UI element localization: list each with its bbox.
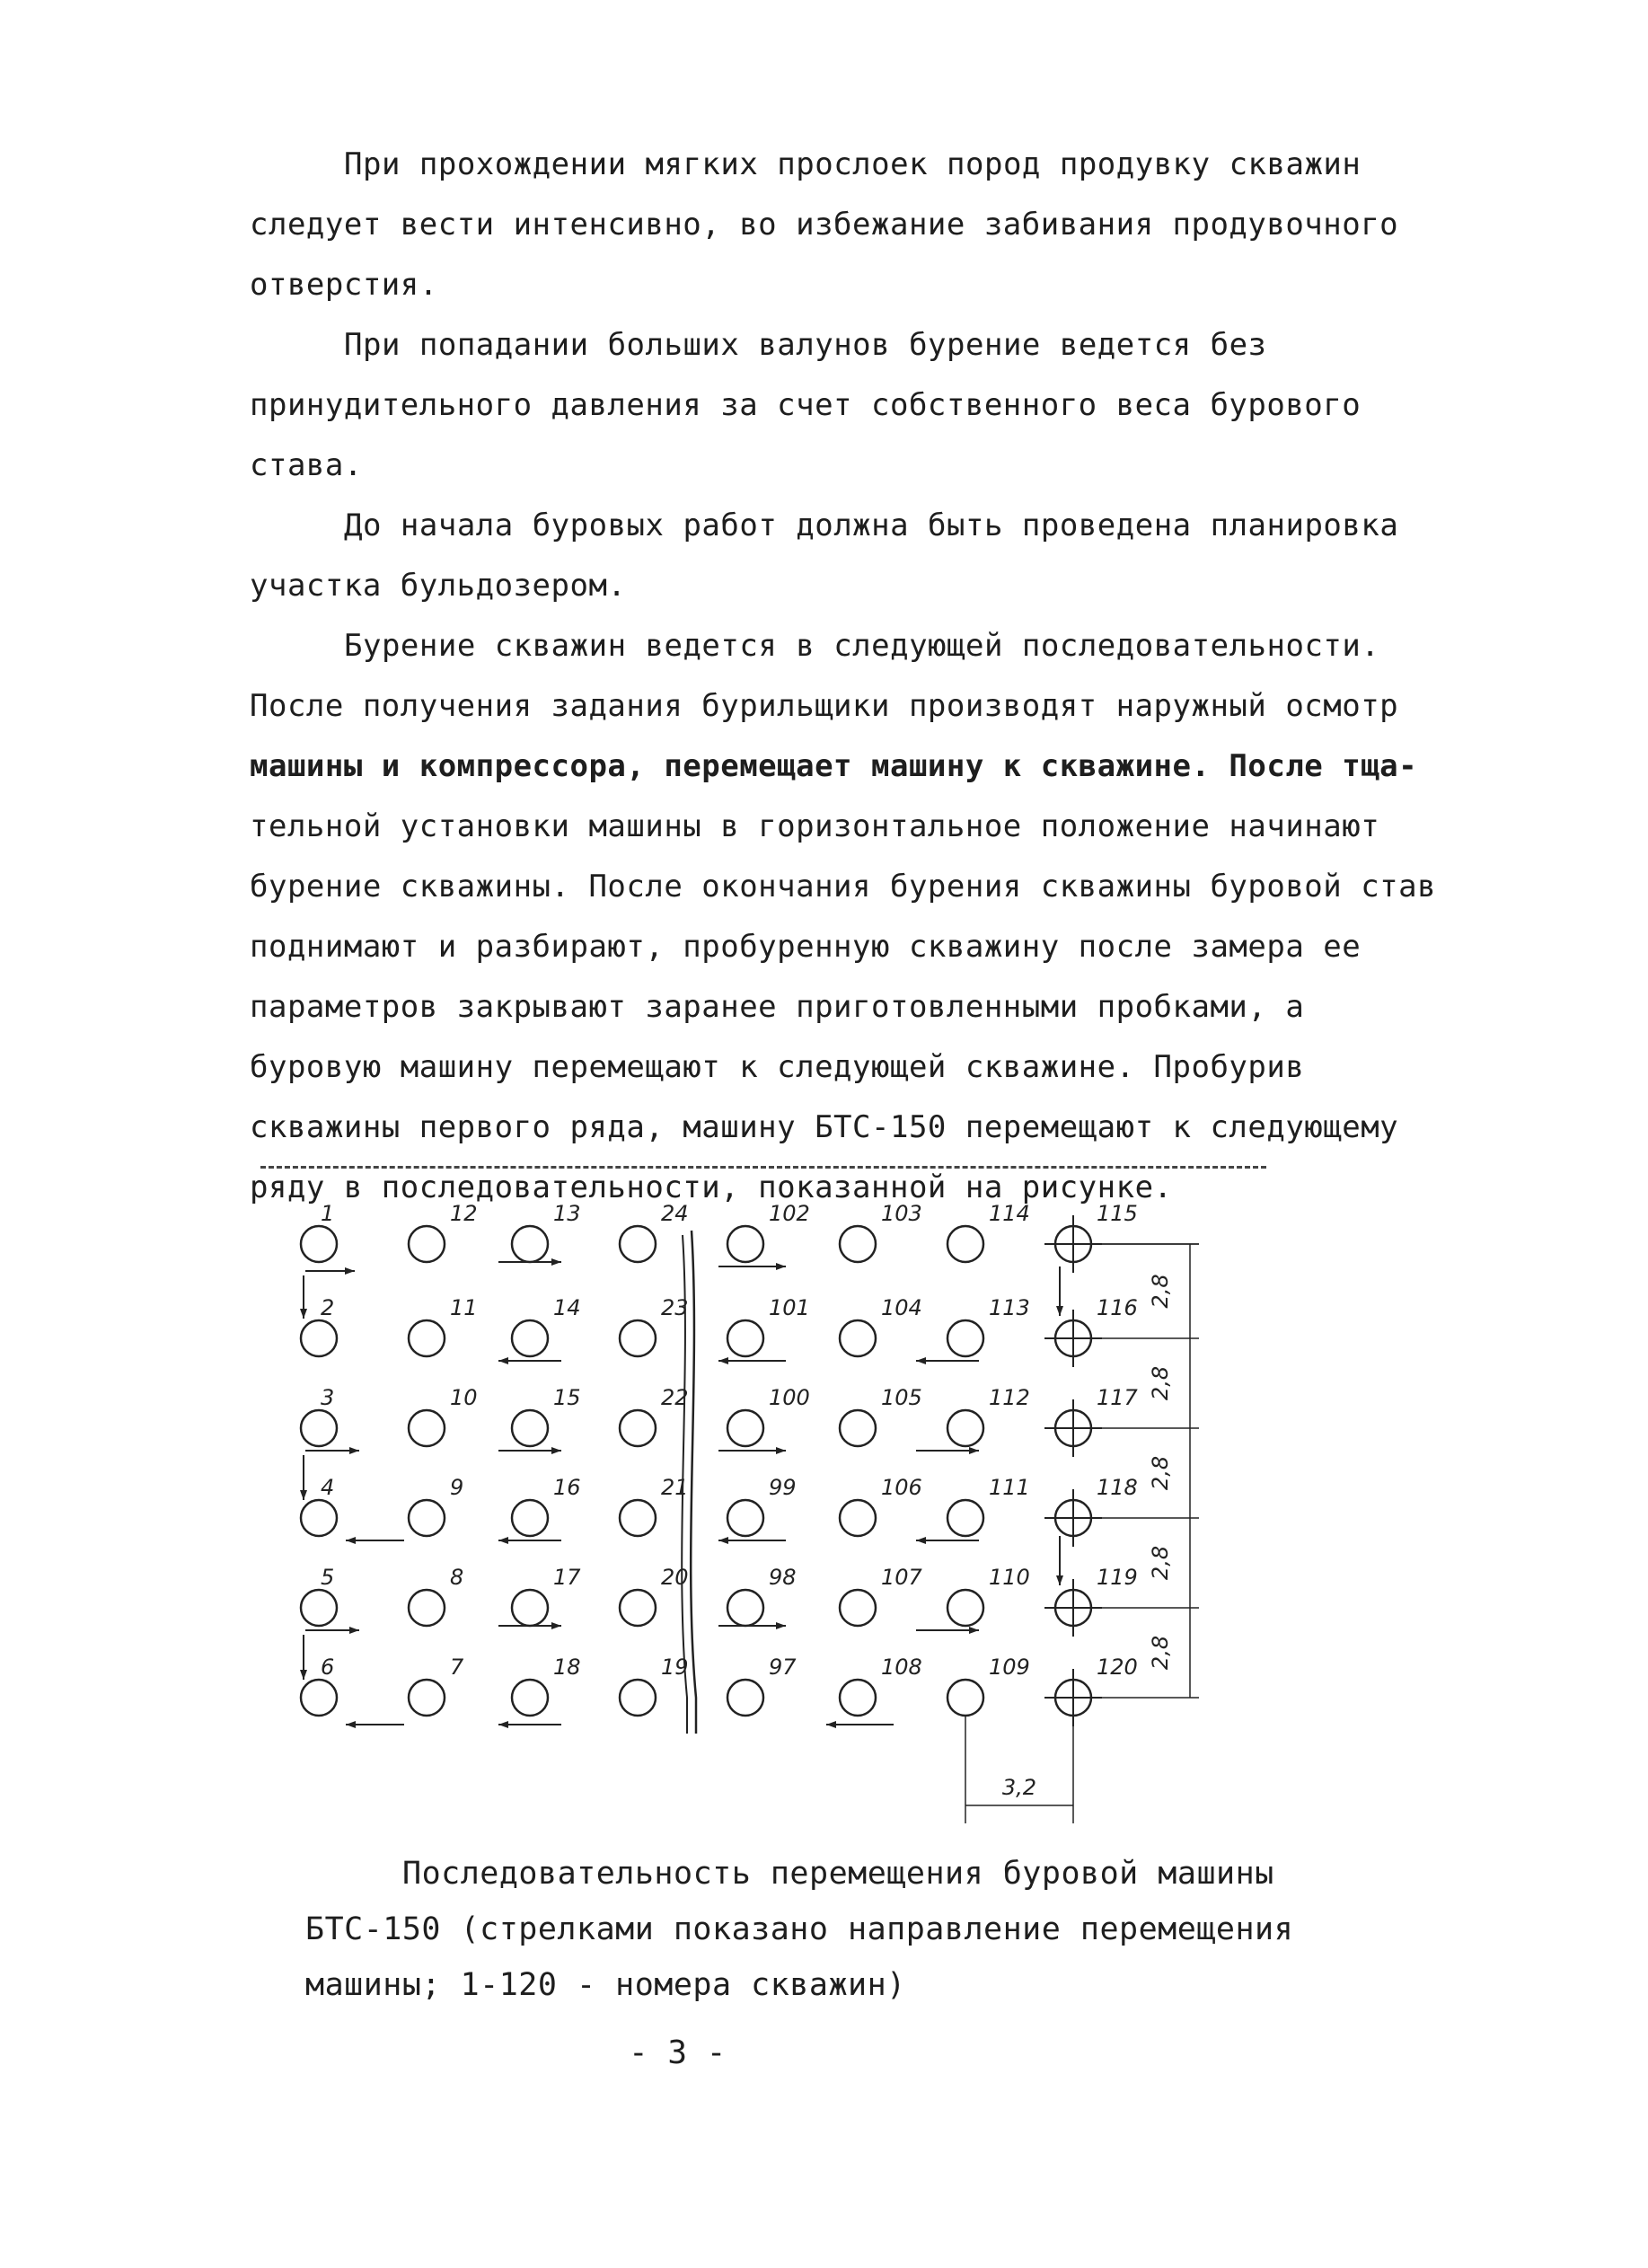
caption-line-3: машины; 1-120 - номера скважин) [305,1967,906,2003]
hole-number-label: 12 [450,1201,478,1226]
drill-hole [727,1410,763,1446]
drill-hole [512,1680,548,1716]
drill-hole [840,1590,876,1626]
drill-hole [620,1320,656,1356]
hole-number-label: 9 [450,1475,464,1500]
paragraph-sequence [250,616,1456,1218]
paragraph-blowing: При прохождении мягких прослоек пород продувку скважин следует вести интенсивно, во избежание забивания продувочного отверстия. [250,146,1418,303]
figure-caption [305,1846,1473,2013]
drill-hole [620,1410,656,1446]
drill-hole [947,1320,983,1356]
hole-number-label: 4 [321,1475,335,1500]
hole-number-label: 101 [769,1295,810,1320]
drill-hole [409,1500,445,1536]
hole-number-label: 17 [553,1565,581,1590]
hole-number-label: 119 [1097,1565,1138,1590]
hole-number-label: 15 [553,1385,581,1410]
drill-hole [409,1226,445,1262]
hole-number-label: 100 [769,1385,810,1410]
drill-hole [840,1226,876,1262]
drill-hole [512,1320,548,1356]
drill-hole [727,1226,763,1262]
drill-hole [727,1590,763,1626]
page-number: - 3 - [629,2034,727,2071]
separator-line [260,1166,1266,1169]
hole-number-label: 2 [321,1295,335,1320]
drill-hole [727,1680,763,1716]
hole-number-label: 19 [661,1655,689,1680]
hole-number-label: 24 [661,1201,689,1226]
hole-number-label: 99 [769,1475,797,1500]
caption-line-2: БТС-150 (стрелками показано направление перемещения [305,1911,1294,1947]
drill-hole [512,1590,548,1626]
hole-number-label: 111 [989,1475,1030,1500]
drill-hole [409,1410,445,1446]
drilling-sequence-diagram [287,1195,1239,1841]
drill-hole [727,1500,763,1536]
hole-number-label: 102 [769,1201,810,1226]
sequence-text-bold: машины и компрессора, перемещает машину к скважине. После тща- [250,748,1418,784]
drill-hole [301,1590,337,1626]
hole-number-label: 110 [989,1565,1030,1590]
row-spacing-label: 2,8 [1148,1365,1173,1401]
row-spacing-label: 2,8 [1148,1455,1173,1491]
drill-hole [840,1680,876,1716]
hole-number-label: 113 [989,1295,1030,1320]
hole-number-label: 1 [321,1201,335,1226]
hole-number-label: 98 [769,1565,797,1590]
hole-number-label: 10 [450,1385,478,1410]
row-spacing-label: 2,8 [1148,1545,1173,1581]
caption-line-1: Последовательность перемещения буровой машины [402,1856,1274,1892]
hole-number-label: 3 [321,1385,335,1410]
sequence-text-end: тельной установки машины в горизонтальное положение начинают бурение скважины. После окончания бурения скважины буровой став поднимают и разбирают, пробуренную скважину после замера ее параметров закрывают заранее приготовленными пробками, а буровую машину перемещают к следующей скважине. Пробурив скважины первого ряда, машину БТС-150 перемещают к следующему ряду в последовательности, показанной на рисунке. [250,808,1456,1205]
hole-number-label: 115 [1097,1201,1138,1226]
hole-number-label: 14 [553,1295,581,1320]
sequence-text-start: Бурение скважин ведется в следующей последовательности. После получения задания бурильщики производят наружный осмотр [250,628,1418,724]
hole-number-label: 105 [881,1385,922,1410]
drill-hole [512,1500,548,1536]
row-spacing-label: 2,8 [1148,1274,1173,1309]
hole-number-label: 5 [321,1565,335,1590]
drill-hole [947,1590,983,1626]
hole-number-label: 23 [661,1295,689,1320]
hole-number-label: 107 [881,1565,922,1590]
drill-hole [620,1590,656,1626]
drill-hole [727,1320,763,1356]
drill-hole [301,1226,337,1262]
hole-number-label: 22 [661,1385,689,1410]
drill-hole [512,1410,548,1446]
drill-hole [840,1500,876,1536]
drill-hole [301,1320,337,1356]
hole-number-label: 116 [1097,1295,1138,1320]
drill-hole [947,1226,983,1262]
hole-number-label: 104 [881,1295,922,1320]
drill-hole [620,1680,656,1716]
block-separator [691,1231,696,1734]
column-spacing-label: 3,2 [1001,1775,1037,1800]
hole-number-label: 109 [989,1655,1030,1680]
hole-number-label: 118 [1097,1475,1138,1500]
hole-number-label: 114 [989,1201,1030,1226]
paragraph-planning: До начала буровых работ должна быть проведена планировка участка бульдозером. [250,507,1418,604]
drill-hole [409,1320,445,1356]
hole-number-label: 21 [661,1475,689,1500]
drill-hole [301,1680,337,1716]
hole-number-label: 97 [769,1655,797,1680]
hole-number-label: 16 [553,1475,581,1500]
drill-hole [620,1500,656,1536]
drill-hole [840,1410,876,1446]
drill-hole [620,1226,656,1262]
paragraph-boulders: При попадании больших валунов бурение ведется без принудительного давления за счет собственного веса бурового става. [250,327,1380,483]
hole-number-label: 112 [989,1385,1030,1410]
hole-number-label: 106 [881,1475,922,1500]
hole-number-label: 120 [1097,1655,1138,1680]
drill-hole [512,1226,548,1262]
hole-number-label: 6 [321,1655,335,1680]
hole-number-label: 103 [881,1201,922,1226]
drill-hole [301,1410,337,1446]
hole-number-label: 11 [450,1295,478,1320]
drill-hole [840,1320,876,1356]
hole-number-label: 8 [450,1565,464,1590]
drill-hole [947,1500,983,1536]
drill-hole [301,1500,337,1536]
hole-number-label: 117 [1097,1385,1138,1410]
drill-hole [409,1590,445,1626]
body-text [250,135,1456,1218]
drill-hole [947,1410,983,1446]
hole-number-label: 7 [450,1655,464,1680]
hole-number-label: 108 [881,1655,922,1680]
hole-number-label: 18 [553,1655,581,1680]
drill-hole [947,1680,983,1716]
row-spacing-label: 2,8 [1148,1635,1173,1671]
drill-hole [409,1680,445,1716]
hole-number-label: 20 [661,1565,689,1590]
hole-number-label: 13 [553,1201,581,1226]
